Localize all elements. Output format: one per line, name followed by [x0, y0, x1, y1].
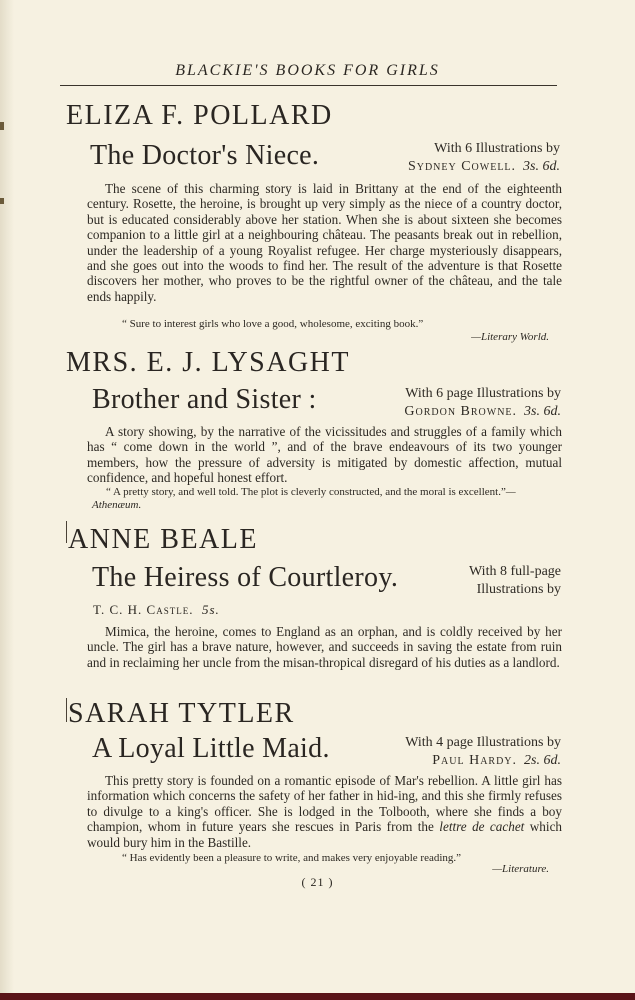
page-bottom-edge	[0, 993, 635, 1000]
book-title: A Loyal Little Maid.	[92, 733, 330, 764]
review-quote-text: “ A pretty story, and well told. The plot is cleverly constructed, and the moral is excellent.”	[106, 486, 506, 498]
illustration-line: With 4 page Illustrations by	[405, 735, 561, 750]
description-italic: lettre de cachet	[439, 819, 525, 835]
header-rule	[60, 85, 557, 86]
edge-mark	[0, 122, 4, 130]
author-heading: ELIZA F. POLLARD	[66, 100, 333, 131]
author-heading: MRS. E. J. LYSAGHT	[66, 347, 351, 378]
price: 5s.	[201, 602, 220, 617]
illustrator-name: Gordon Browne.	[404, 404, 518, 419]
book-title: Brother and Sister :	[92, 384, 317, 415]
review-source: —Athenæum.	[92, 486, 516, 512]
illustration-line: With 8 full-page	[469, 564, 561, 579]
review-source: —Literature.	[492, 863, 549, 875]
illustrator-line	[404, 403, 561, 421]
page-spine-shadow	[0, 0, 14, 1000]
illustrator-name: Sydney Cowell.	[407, 159, 517, 174]
page-number: ( 21 )	[301, 875, 334, 889]
illustration-line: Illustrations by	[476, 582, 561, 597]
description: A story showing, by the narrative of the vicissitudes and struggles of a family which has “ come down in the world ”, and of the brave endeavours of its two younger members, how the pressure of adversity is mitigated by domestic affection, mutual confidence, and hopeful honest effort.	[87, 424, 562, 486]
illustration-note	[469, 563, 561, 599]
description-text: which would bury him in the Bastille.	[87, 819, 563, 850]
illustration-line: With 6 page Illustrations by	[405, 386, 561, 401]
description: The scene of this charming story is laid in Brittany at the end of the eighteenth century. Rosette, the heroine, is brought up very simply as the niece of a country doctor, but is educated considerably above her station. When she is about sixteen she becomes companion to a little girl at a neighbouring château. The peasants break out in rebellion, under the leadership of a young Royalist refugee. Her charge mysteriously disappears, and she goes out into the woods to find her. The result of the adventure is that Rosette discovers her mother, who proves to be the rightful owner of the château, and the tale ends happily.	[87, 181, 562, 304]
book-title: The Doctor's Niece.	[90, 140, 320, 171]
author-heading: SARAH TYTLER	[68, 698, 295, 729]
margin-mark	[66, 521, 67, 543]
description-text: This pretty story is founded on a romantic episode of Mar's rebellion. A little girl has information which concerns the safety of her father in hid-ing, and this she firmly refuses to divulge to a king's officer. She is lodged in the Tolbooth, where she finds a boy champion, whom in future years she rescues in Paris from the	[87, 773, 562, 835]
illustrator-line	[405, 752, 561, 770]
running-head: BLACKIE'S BOOKS FOR GIRLS	[175, 62, 440, 79]
description	[87, 773, 562, 850]
illustration-line: With 6 Illustrations by	[434, 141, 560, 156]
book-title: The Heiress of Courtleroy.	[92, 562, 399, 593]
review-quote: “ Sure to interest girls who love a good, wholesome, exciting book.”	[122, 318, 424, 330]
illustration-note	[405, 734, 561, 770]
illustrator-name: Paul Hardy.	[432, 753, 518, 768]
review-source: —Literary World.	[471, 331, 549, 343]
illustrator-name: T. C. H. Castle.	[93, 602, 194, 617]
author-heading: ANNE BEALE	[68, 524, 258, 555]
description: Mimica, the heroine, comes to England as an orphan, and is coldly received by her uncle. The girl has a brave nature, however, and succeeds in saving the estate from ruin and in reclaiming her uncle from the misan-thropical disregard of his duties as a landlord.	[87, 624, 562, 670]
price: 3s. 6d.	[523, 159, 560, 174]
edge-mark	[0, 198, 4, 204]
illustrator-line	[408, 158, 560, 176]
margin-mark	[66, 698, 67, 722]
illustration-note	[404, 385, 561, 421]
illustrator-line	[93, 602, 220, 618]
illustration-note	[408, 140, 560, 176]
price: 2s. 6d.	[524, 753, 561, 768]
review-quote: “ Has evidently been a pleasure to write, and makes very enjoyable reading.”	[122, 852, 462, 864]
price: 3s. 6d.	[524, 404, 561, 419]
review-quote	[92, 486, 560, 512]
